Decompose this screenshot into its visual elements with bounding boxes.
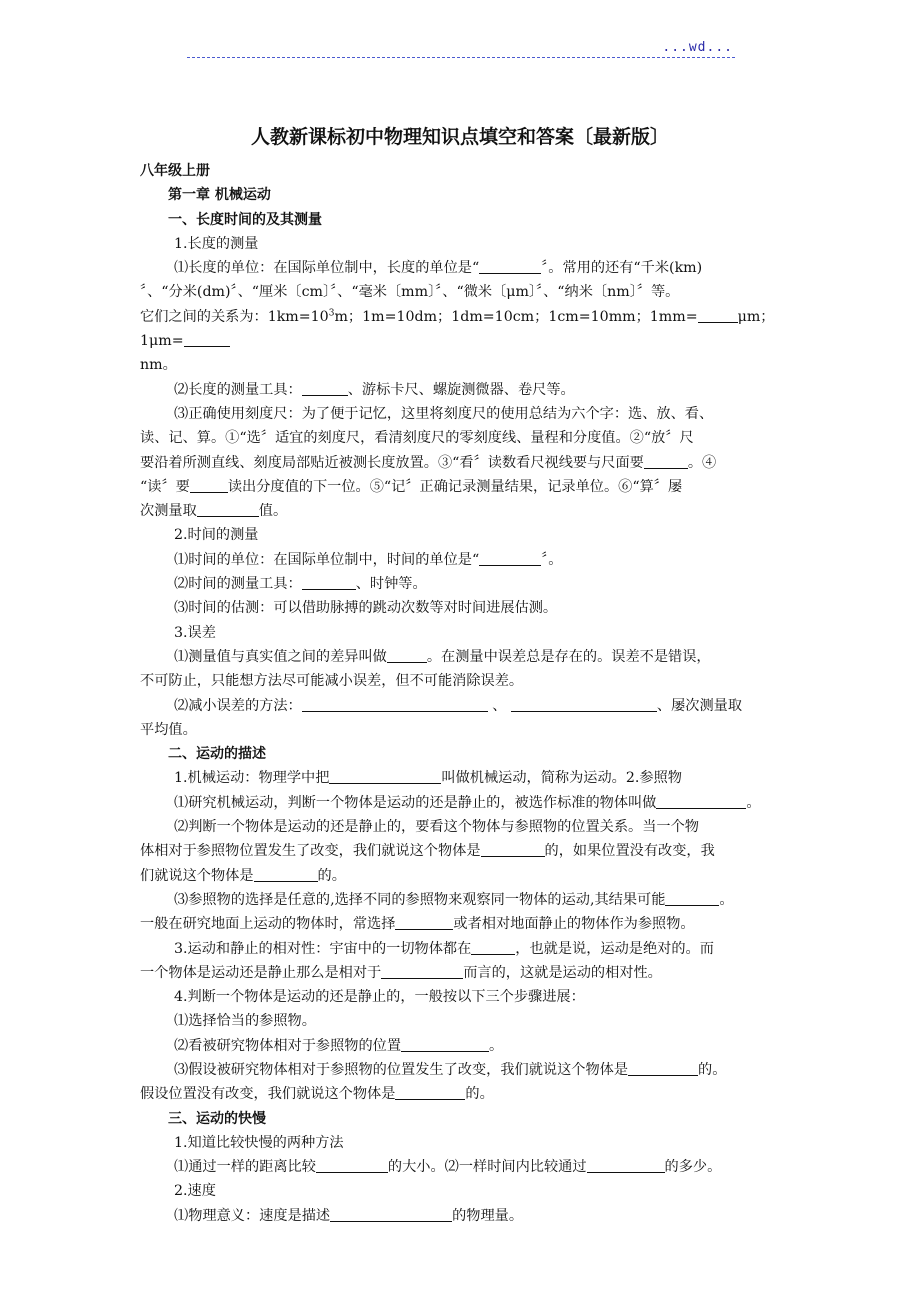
- blank: [395, 1085, 465, 1100]
- blank: [481, 842, 545, 857]
- blank: [302, 381, 348, 396]
- blank: [387, 648, 427, 663]
- paragraph-ruler-usage-4: “读〞要 读出分度值的下一位。⑤“记〞正确记录测量结果，记录单位。⑥“算〞屡: [140, 478, 683, 495]
- paragraph-error-def-2: 不可防止，只能想方法尽可能减小误差，但不可能消除误差。: [140, 673, 524, 690]
- paragraph-step-3b: 假设位置没有改变，我们就说这个物体是 的。: [140, 1086, 494, 1103]
- paragraph-step-3: ⑶假设被研究物体相对于参照物的位置发生了改变，我们就说这个物体是 的。: [174, 1061, 727, 1078]
- blank: [184, 332, 230, 347]
- blank: [254, 867, 318, 882]
- blank: [302, 575, 356, 590]
- subsection-speed: 2.速度: [174, 1183, 216, 1200]
- paragraph-length-unit-cont: 〞、“分米(dm)〞、“厘米〔cm〕〞、“毫米〔mm〕〞、“微米〔μm〕〞、“纳米〔nm〕〞等。: [140, 284, 680, 301]
- blank: [587, 1158, 665, 1173]
- paragraph-length-unit: ⑴长度的单位：在国际单位制中，长度的单位是“ 〞。常用的还有“千米(km): [174, 260, 703, 277]
- blank: [381, 964, 463, 979]
- blank: [656, 794, 746, 809]
- paragraph-error-reduce-2: 平均值。: [140, 721, 197, 738]
- blank: [644, 454, 688, 469]
- paragraph-reference-2: ⑵判断一个物体是运动的还是静止的，要看这个物体与参照物的位置关系。当一个物: [174, 819, 699, 836]
- paragraph-error-reduce: ⑵减小误差的方法： 、 、屡次测量取: [174, 697, 743, 714]
- paragraph-time-estimate: ⑶时间的估测：可以借助脉搏的跳动次数等对时间进展估测。: [174, 600, 558, 617]
- paragraph-length-tools: ⑵长度的测量工具： 、游标卡尺、螺旋测微器、卷尺等。: [174, 381, 575, 398]
- section-heading-2: 二、运动的描述: [168, 746, 266, 763]
- blank: [628, 1061, 698, 1076]
- grade-heading: 八年级上册: [140, 163, 210, 179]
- chapter-heading: 第一章 机械运动: [168, 187, 271, 204]
- paragraph-ruler-usage-2: 读、记、算。①“选〞适宜的刻度尺，看清刻度尺的零刻度线、量程和分度值。②“放〞尺: [140, 430, 694, 447]
- paragraph-reference-3: ⑶参照物的选择是任意的,选择不同的参照物来观察同一物体的运动,其结果可能 。: [174, 891, 734, 908]
- paragraph-step-2: ⑵看被研究物体相对于参照物的位置 。: [174, 1037, 504, 1054]
- document-title: 人教新课标初中物理知识点填空和答案〔最新版〕: [250, 126, 669, 148]
- paragraph-speed-meaning: ⑴物理意义：速度是描述 的物理量。: [174, 1207, 524, 1224]
- subsection-time: 2.时间的测量: [174, 527, 259, 544]
- blank: [190, 478, 228, 493]
- header-mark: ...wd...: [662, 40, 733, 55]
- section-heading-1: 一、长度时间的及其测量: [168, 211, 322, 228]
- paragraph-reference-2c: 们就说这个物体是 的。: [140, 867, 346, 884]
- paragraph-compare-methods: ⑴通过一样的距离比较 的大小。⑵一样时间内比较通过 的多少。: [174, 1159, 722, 1176]
- paragraph-time-tools: ⑵时间的测量工具： 、时钟等。: [174, 576, 427, 593]
- paragraph-judge-steps: 4.判断一个物体是运动的还是静止的，一般按以下三个步骤进展：: [174, 989, 585, 1006]
- section-heading-3: 三、运动的快慢: [168, 1110, 266, 1127]
- blank: [511, 697, 657, 712]
- paragraph-reference-1: ⑴研究机械运动，判断一个物体是运动的还是静止的，被选作标准的物体叫做 。: [174, 794, 761, 811]
- subsection-length: 1.长度的测量: [174, 235, 259, 252]
- subsection-error: 3.误差: [174, 624, 216, 641]
- paragraph-time-unit: ⑴时间的单位：在国际单位制中，时间的单位是“ 〞。: [174, 551, 563, 568]
- blank: [395, 915, 453, 930]
- paragraph-relativity: 3.运动和静止的相对性：宇宙中的一切物体都在 ，也就是说，运动是绝对的。而: [174, 940, 714, 957]
- paragraph-length-relation-end: nm。: [140, 357, 177, 374]
- document-body: [140, 159, 800, 1228]
- blank: [665, 891, 719, 906]
- blank: [471, 940, 515, 955]
- blank: [302, 697, 488, 712]
- blank: [316, 1158, 388, 1173]
- paragraph-ruler-usage-5: 次测量取 值。: [140, 503, 288, 520]
- paragraph-ruler-usage-3: 要沿着所测直线、刻度局部贴近被测长度放置。③“看〞读数看尺视线要与尺面要 。④: [140, 454, 717, 471]
- blank: [479, 551, 541, 566]
- paragraph-reference-3b: 一般在研究地面上运动的物体时，常选择 或者相对地面静止的物体作为参照物。: [140, 916, 695, 933]
- paragraph-reference-2b: 体相对于参照物位置发生了改变，我们就说这个物体是 的，如果位置没有改变，我: [140, 843, 715, 860]
- subsection-compare-speed: 1.知道比较快慢的两种方法: [174, 1134, 344, 1151]
- blank: [329, 769, 441, 784]
- paragraph-mechanical-motion: 1.机械运动：物理学中把 叫做机械运动，简称为运动。2.参照物: [174, 770, 682, 787]
- paragraph-step-1: ⑴选择恰当的参照物。: [174, 1013, 316, 1030]
- blank: [330, 1207, 452, 1222]
- page-header: [187, 40, 735, 60]
- paragraph-ruler-usage: ⑶正确使用刻度尺：为了便于记忆，这里将刻度尺的使用总结为六个字：选、放、看、: [174, 405, 714, 422]
- blank: [479, 259, 541, 274]
- paragraph-error-def: ⑴测量值与真实值之间的差异叫做 。在测量中误差总是存在的。误差不是错误，: [174, 648, 711, 665]
- paragraph-relativity-2: 一个物体是运动还是静止那么是相对于 而言的，这就是运动的相对性。: [140, 964, 662, 981]
- blank: [197, 502, 259, 517]
- blank: [698, 308, 738, 323]
- paragraph-length-relation: 它们之间的关系为：$1km=10^3m$；1m=10dm；1dm=10cm；1cm=10mm；1mm= μm；1μm=: [140, 308, 775, 350]
- header-dashed-line: [187, 57, 735, 58]
- blank: [401, 1037, 489, 1052]
